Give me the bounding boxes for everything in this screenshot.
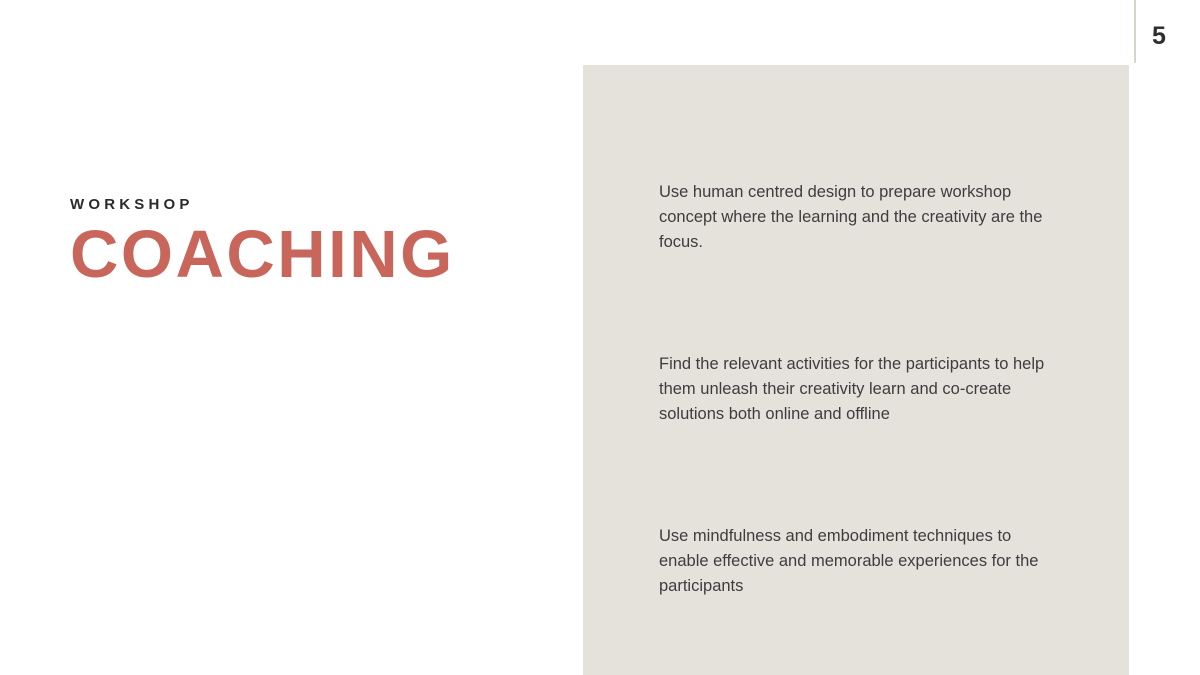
page-number: 5 <box>1152 22 1166 50</box>
top-right-divider <box>1134 0 1136 63</box>
eyebrow-label: WORKSHOP <box>70 196 194 213</box>
list-item: Use human centred design to prepare workshop concept where the learning and the creativity are the focus. <box>659 182 1043 251</box>
list-item: Find the relevant activities for the participants to help them unleash their creativity learn and co-create solutions both online and offline <box>659 354 1045 423</box>
list-item: Use mindfulness and embodiment techniques to enable effective and memorable experiences for the participants <box>659 526 1039 595</box>
content-panel <box>583 65 1129 675</box>
page-title: COACHING <box>70 217 455 292</box>
panel-paragraph-list <box>659 163 1061 615</box>
title-block <box>70 196 550 290</box>
